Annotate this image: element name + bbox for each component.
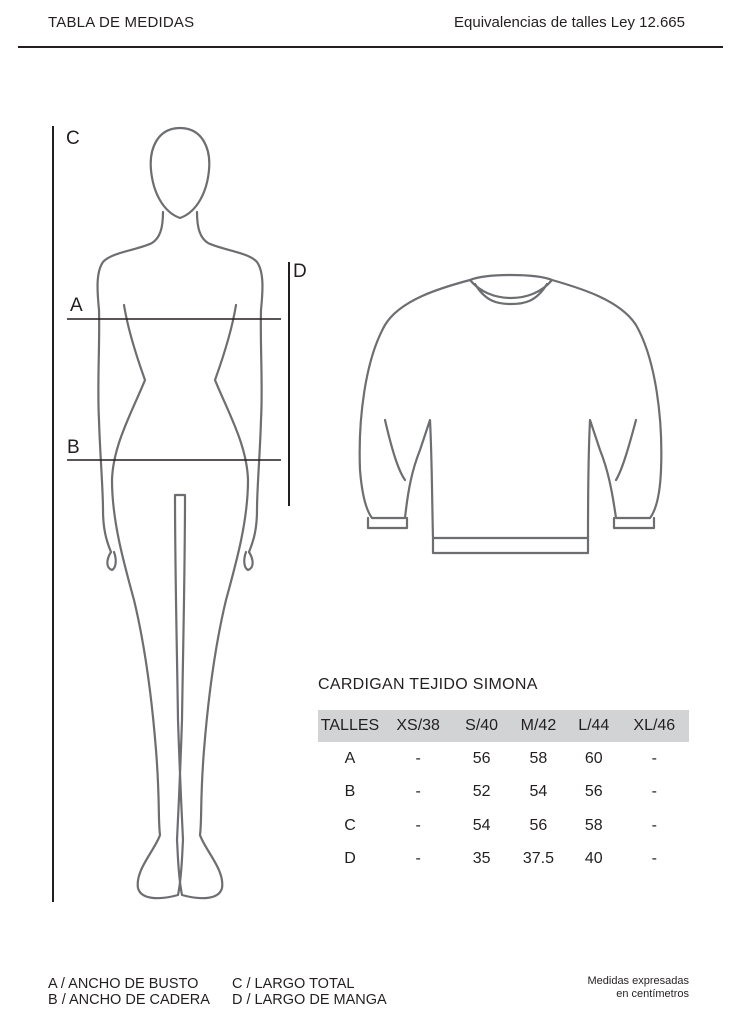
table-cell: 60 [584, 749, 603, 767]
table-cell: - [415, 749, 421, 767]
units-note [587, 975, 689, 1001]
table-cell: 58 [584, 816, 603, 834]
label-a: A [70, 295, 83, 316]
legend-sleeve-length: D / LARGO DE MANGA [232, 992, 387, 1008]
size-table-header [318, 710, 689, 742]
table-cell: 37.5 [522, 850, 554, 868]
header-s: S/40 [454, 710, 509, 742]
label-d: D [293, 261, 307, 282]
table-row [318, 742, 689, 776]
product-title: CARDIGAN TEJIDO SIMONA [318, 676, 538, 693]
table-row [318, 843, 689, 877]
header-m: M/42 [509, 710, 568, 742]
table-cell: 56 [529, 816, 548, 834]
page-subtitle: Equivalencias de talles Ley 12.665 [454, 14, 685, 31]
table-cell: - [651, 850, 657, 868]
table-cell: 56 [472, 749, 491, 767]
size-table [318, 710, 689, 876]
header-xs: XS/38 [382, 710, 454, 742]
row-label: B [344, 783, 356, 801]
table-cell: - [651, 749, 657, 767]
page-title: TABLA DE MEDIDAS [48, 14, 195, 31]
header-l: L/44 [568, 710, 620, 742]
legend-total-length: C / LARGO TOTAL [232, 976, 355, 992]
table-row [318, 809, 689, 843]
table-row [318, 776, 689, 810]
units-note-line1: Medidas expresadas [587, 975, 689, 987]
row-label: C [344, 816, 356, 834]
table-cell: - [651, 816, 657, 834]
header-xl: XL/46 [620, 710, 689, 742]
units-note-line2: en centímetros [616, 988, 689, 1000]
header-talles: TALLES [318, 710, 382, 742]
body-silhouette [98, 128, 263, 898]
table-cell: - [415, 816, 421, 834]
table-cell: 52 [472, 783, 491, 801]
label-b: B [67, 437, 80, 458]
sweater-illustration [360, 275, 662, 553]
row-label: A [344, 749, 356, 767]
legend-column-right [232, 976, 387, 1008]
table-cell: 54 [529, 783, 548, 801]
label-c: C [66, 128, 80, 149]
table-cell: - [651, 783, 657, 801]
legend-column-left [48, 976, 210, 1008]
table-cell: - [415, 850, 421, 868]
table-cell: 58 [529, 749, 548, 767]
table-cell: 54 [472, 816, 491, 834]
legend-bust: A / ANCHO DE BUSTO [48, 976, 199, 992]
legend-hip: B / ANCHO DE CADERA [48, 992, 210, 1008]
table-cell: - [415, 783, 421, 801]
table-cell: 40 [584, 850, 603, 868]
table-cell: 35 [472, 850, 491, 868]
table-cell: 56 [584, 783, 603, 801]
row-label: D [344, 850, 356, 868]
